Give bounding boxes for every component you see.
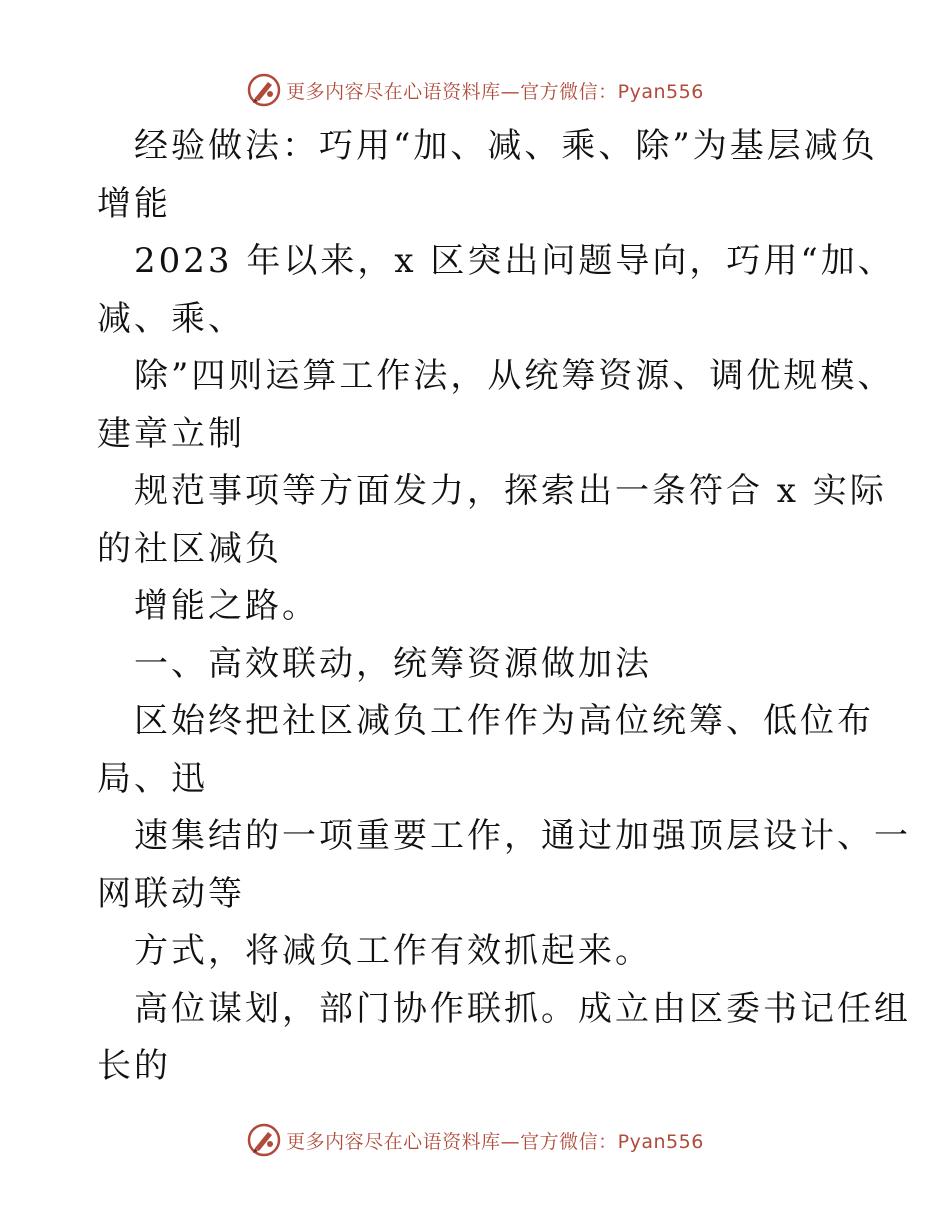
pen-logo-icon xyxy=(246,72,282,108)
watermark-text: 更多内容尽在心语资料库—官方微信：Pyan556 xyxy=(286,1130,704,1153)
paragraph-line: 规范事项等方面发力，探索出一条符合 x 实际 xyxy=(134,471,887,511)
paragraph-line: 的社区减负 xyxy=(97,528,282,569)
paragraph-line: 经验做法：巧用“加、减、乘、除”为基层减负 xyxy=(134,126,878,166)
paragraph-line: 长的 xyxy=(97,1046,171,1086)
paragraph-line: 增能 xyxy=(97,183,171,224)
watermark-header xyxy=(0,70,950,110)
paragraph-line: 区始终把社区减负工作作为高位统筹、低位布 xyxy=(134,701,874,741)
paragraph-line: 高位谋划，部门协作联抓。成立由区委书记任组 xyxy=(134,988,911,1029)
paragraph-line: 速集结的一项重要工作，通过加强顶层设计、一 xyxy=(134,816,911,856)
paragraph-line: 2023 年以来，x 区突出问题导向，巧用“加、 xyxy=(134,241,895,281)
paragraph-line: 网联动等 xyxy=(97,873,245,914)
paragraph-line: 除”四则运算工作法，从统筹资源、调优规模、 xyxy=(134,356,895,396)
paragraph-line: 增能之路。 xyxy=(134,586,319,626)
document-body xyxy=(0,118,950,1096)
paragraph-line: 建章立制 xyxy=(97,413,245,454)
paragraph-line: 减、乘、 xyxy=(97,298,245,339)
watermark-footer xyxy=(0,1120,950,1160)
paragraph-line: 一、高效联动，统筹资源做加法 xyxy=(134,643,652,684)
watermark-text: 更多内容尽在心语资料库—官方微信：Pyan556 xyxy=(286,80,704,103)
paragraph-line: 方式，将减负工作有效抓起来。 xyxy=(134,931,652,971)
paragraph-line: 局、迅 xyxy=(97,758,208,799)
pen-logo-icon xyxy=(246,1122,282,1158)
